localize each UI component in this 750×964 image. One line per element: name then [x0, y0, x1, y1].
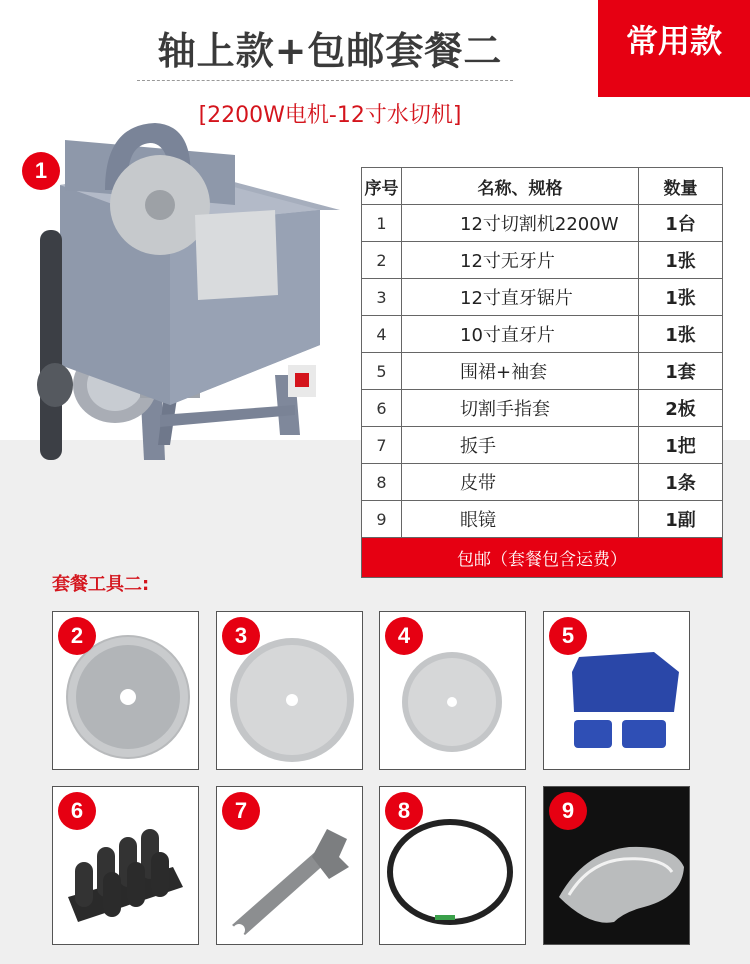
- row-index: 2: [362, 242, 402, 279]
- tool-marker: 8: [385, 792, 423, 830]
- page-title: 轴上款+包邮套餐二: [157, 29, 503, 73]
- row-qty: 1把: [639, 427, 723, 464]
- row-index: 4: [362, 316, 402, 353]
- row-name: 12寸切割机2200W: [402, 205, 639, 242]
- header-name: 名称、规格: [402, 168, 639, 205]
- tool-card: [216, 786, 363, 945]
- tool-card: [52, 611, 199, 770]
- table-header-row: [362, 168, 723, 205]
- row-name: 12寸无牙片: [402, 242, 639, 279]
- row-qty: 1条: [639, 464, 723, 501]
- free-shipping-note: 包邮（套餐包含运费）: [362, 538, 723, 578]
- row-qty: 1副: [639, 501, 723, 538]
- badge-label: 常用款: [625, 22, 722, 60]
- package-contents-table: [361, 167, 723, 578]
- row-name: 皮带: [402, 464, 639, 501]
- tool-card: [216, 611, 363, 770]
- row-index: 6: [362, 390, 402, 427]
- row-index: 5: [362, 353, 402, 390]
- tool-card: [543, 786, 690, 945]
- row-index: 3: [362, 279, 402, 316]
- table-row: [362, 205, 723, 242]
- tool-marker: 2: [58, 617, 96, 655]
- table-row: [362, 353, 723, 390]
- table-row: [362, 279, 723, 316]
- table-row: [362, 242, 723, 279]
- row-index: 9: [362, 501, 402, 538]
- row-index: 8: [362, 464, 402, 501]
- header-qty: 数量: [639, 168, 723, 205]
- cutting-machine-image: [20, 115, 355, 460]
- row-qty: 1张: [639, 242, 723, 279]
- row-name: 眼镜: [402, 501, 639, 538]
- row-qty: 1张: [639, 316, 723, 353]
- marker-machine: 1: [22, 152, 60, 190]
- row-index: 1: [362, 205, 402, 242]
- tool-card: [379, 611, 526, 770]
- table-row: [362, 316, 723, 353]
- tool-marker: 9: [549, 792, 587, 830]
- header-index: 序号: [362, 168, 402, 205]
- title-divider: [137, 80, 513, 81]
- row-name: 扳手: [402, 427, 639, 464]
- row-name: 切割手指套: [402, 390, 639, 427]
- tool-marker: 4: [385, 617, 423, 655]
- row-name: 12寸直牙锯片: [402, 279, 639, 316]
- tool-card: [52, 786, 199, 945]
- subtitle: [2200W电机-12寸水切机]: [198, 103, 462, 128]
- row-qty: 1套: [639, 353, 723, 390]
- row-qty: 1张: [639, 279, 723, 316]
- tool-marker: 7: [222, 792, 260, 830]
- tool-marker: 3: [222, 617, 260, 655]
- tool-card: [543, 611, 690, 770]
- table-footer-row: [362, 538, 723, 578]
- tool-marker: 5: [549, 617, 587, 655]
- table-row: [362, 501, 723, 538]
- row-name: 10寸直牙片: [402, 316, 639, 353]
- row-qty: 2板: [639, 390, 723, 427]
- row-qty: 1台: [639, 205, 723, 242]
- tool-marker: 6: [58, 792, 96, 830]
- tool-card: [379, 786, 526, 945]
- table-row: [362, 390, 723, 427]
- tools-section-title: 套餐工具二:: [52, 574, 150, 595]
- table-row: [362, 464, 723, 501]
- row-name: 围裙+袖套: [402, 353, 639, 390]
- table-row: [362, 427, 723, 464]
- row-index: 7: [362, 427, 402, 464]
